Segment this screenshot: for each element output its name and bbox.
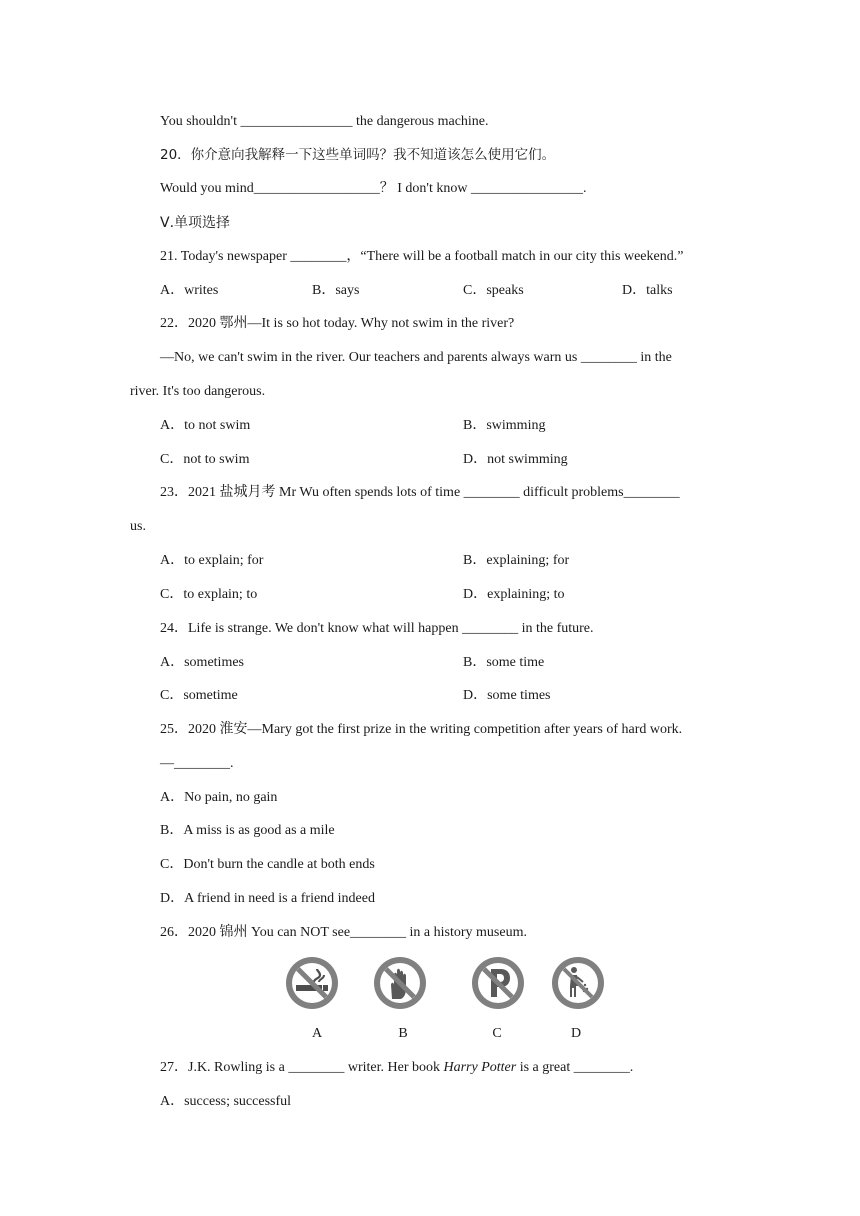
q24-option-d: D．some times [463, 688, 551, 703]
q27-book-title: Harry Potter [443, 1060, 517, 1075]
q23-option-b: B．explaining; for [463, 553, 570, 568]
q24-option-b: B．some time [463, 655, 545, 670]
q21-option-d: D．talks [622, 283, 673, 298]
q25-option-b: B．A miss is as good as a mile [160, 823, 335, 838]
q26-stem: 26．2020 锦州 You can NOT see________ in a history museum. [160, 925, 527, 940]
sign-label-a: A [311, 1026, 323, 1041]
section-heading: Ⅴ.单项选择 [160, 215, 231, 231]
q25-option-a: A．No pain, no gain [160, 790, 278, 805]
q25-stem: 25．2020 淮安—Mary got the first prize in the writing competition after years of hard work. [160, 722, 683, 737]
q21-stem: 21. Today's newspaper ________，“There will be a football match in our city this weekend.” [160, 249, 684, 264]
q27-stem-post: is a great ________. [516, 1060, 634, 1075]
q27-stem-pre: 27．J.K. Rowling is a ________ writer. Her book [160, 1060, 444, 1075]
q22-option-c: C．not to swim [160, 452, 250, 467]
q21-option-a: A．writes [160, 283, 219, 298]
no-parking-icon [470, 955, 526, 1011]
q21-option-c: C．speaks [463, 283, 524, 298]
sign-label-d: D [570, 1026, 582, 1041]
q20-answer-line: Would you mind__________________？ I don't know ________________. [160, 181, 587, 196]
q22-option-a: A．to not swim [160, 418, 251, 433]
q23-line-2: us. [130, 519, 146, 534]
q19-answer-line: You shouldn't ________________ the dangerous machine. [160, 114, 489, 129]
no-smoking-icon [284, 955, 340, 1011]
q25-option-d: D．A friend in need is a friend indeed [160, 891, 375, 906]
q26-sign-images [284, 955, 614, 1015]
no-touching-icon [372, 955, 428, 1011]
q24-option-a: A．sometimes [160, 655, 244, 670]
q23-stem: 23．2021 盐城月考 Mr Wu often spends lots of time ________ difficult problems________ [160, 485, 680, 500]
q20-prompt: 20．你介意向我解释一下这些单词吗？我不知道该怎么使用它们。 [160, 147, 556, 163]
q23-option-a: A．to explain; for [160, 553, 264, 568]
sign-label-c: C [492, 1026, 502, 1041]
q23-option-c: C．to explain; to [160, 587, 258, 602]
q22-option-d: D．not swimming [463, 452, 568, 467]
q25-line-2: —________. [160, 756, 234, 771]
q21-option-b: B．says [312, 283, 360, 298]
q25-option-c: C．Don't burn the candle at both ends [160, 857, 375, 872]
q22-line-2: —No, we can't swim in the river. Our teachers and parents always warn us ________ in the [160, 350, 672, 365]
q27-option-a: A．success; successful [160, 1094, 292, 1109]
q22-stem: 22．2020 鄂州—It is so hot today. Why not swim in the river? [160, 316, 515, 331]
q24-stem: 24．Life is strange. We don't know what will happen ________ in the future. [160, 621, 594, 636]
q24-option-c: C．sometime [160, 688, 238, 703]
q22-option-b: B．swimming [463, 418, 546, 433]
q27-stem [160, 1058, 633, 1078]
q23-option-d: D．explaining; to [463, 587, 565, 602]
q22-line-3: river. It's too dangerous. [130, 384, 266, 399]
sign-label-b: B [398, 1026, 408, 1041]
no-littering-icon [550, 955, 606, 1011]
